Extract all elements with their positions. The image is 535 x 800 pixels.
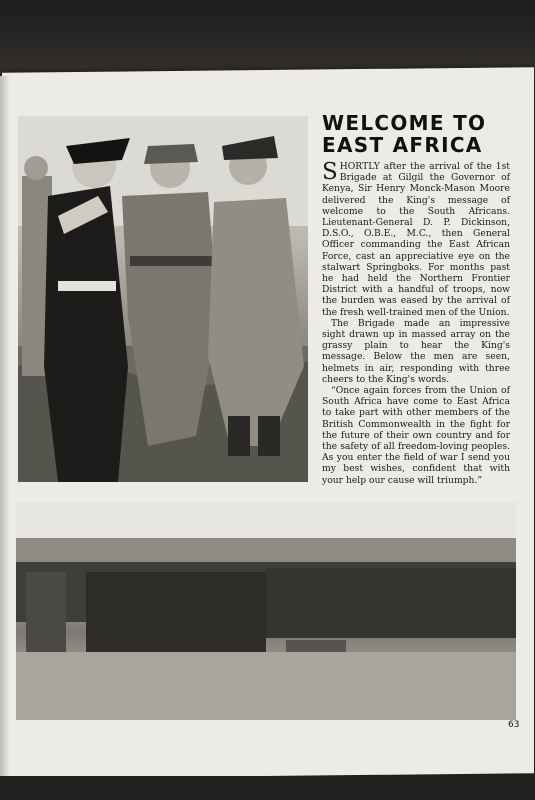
article [322,112,510,486]
page-edge [0,76,10,776]
table-surface [0,776,535,800]
drop-cap: S [322,159,338,185]
article-body [322,161,510,486]
brigade-photo [16,502,516,720]
article-headline: WELCOME TO EAST AFRICA [322,111,487,157]
article-paragraph-3: “Once again forces from the Union of South Africa have come to East Africa to take part with other members of the British Commonwealth in the fight for the future of their own country and for the safety of all freedom-loving peoples. As you enter the field of war I send you my best wishes, confident that with your help our cause will triumph.” [322,385,510,486]
paragraph-1-text: HORTLY after the arrival of the 1st Brigade at Gilgil the Governor of Kenya, Sir Henry Monck-Mason Moore delivered the King's message of welcome to the South Africans. Lieutenant-General D. P. Dickinson, D.S.O., O.B.E., M.C., then General Officer commanding the East African Force, cast an appreciative eye on the stalwart Springboks. For months past he had held the Northern Frontier District with a handful of troops, now the burden was eased by the arrival of the fresh well-trained men of the Union. [322,161,510,318]
article-paragraph-1 [322,161,510,318]
officers-photo [18,116,308,482]
page-number: 63 [508,720,520,730]
officers-illustration [18,116,308,482]
article-paragraph-2: The Brigade made an impressive sight drawn up in massed array on the grassy plain to hear the King's message. Below the men are seen, helmets in air, responding with three cheers to the King's words. [322,317,510,385]
brigade-illustration [16,502,516,720]
